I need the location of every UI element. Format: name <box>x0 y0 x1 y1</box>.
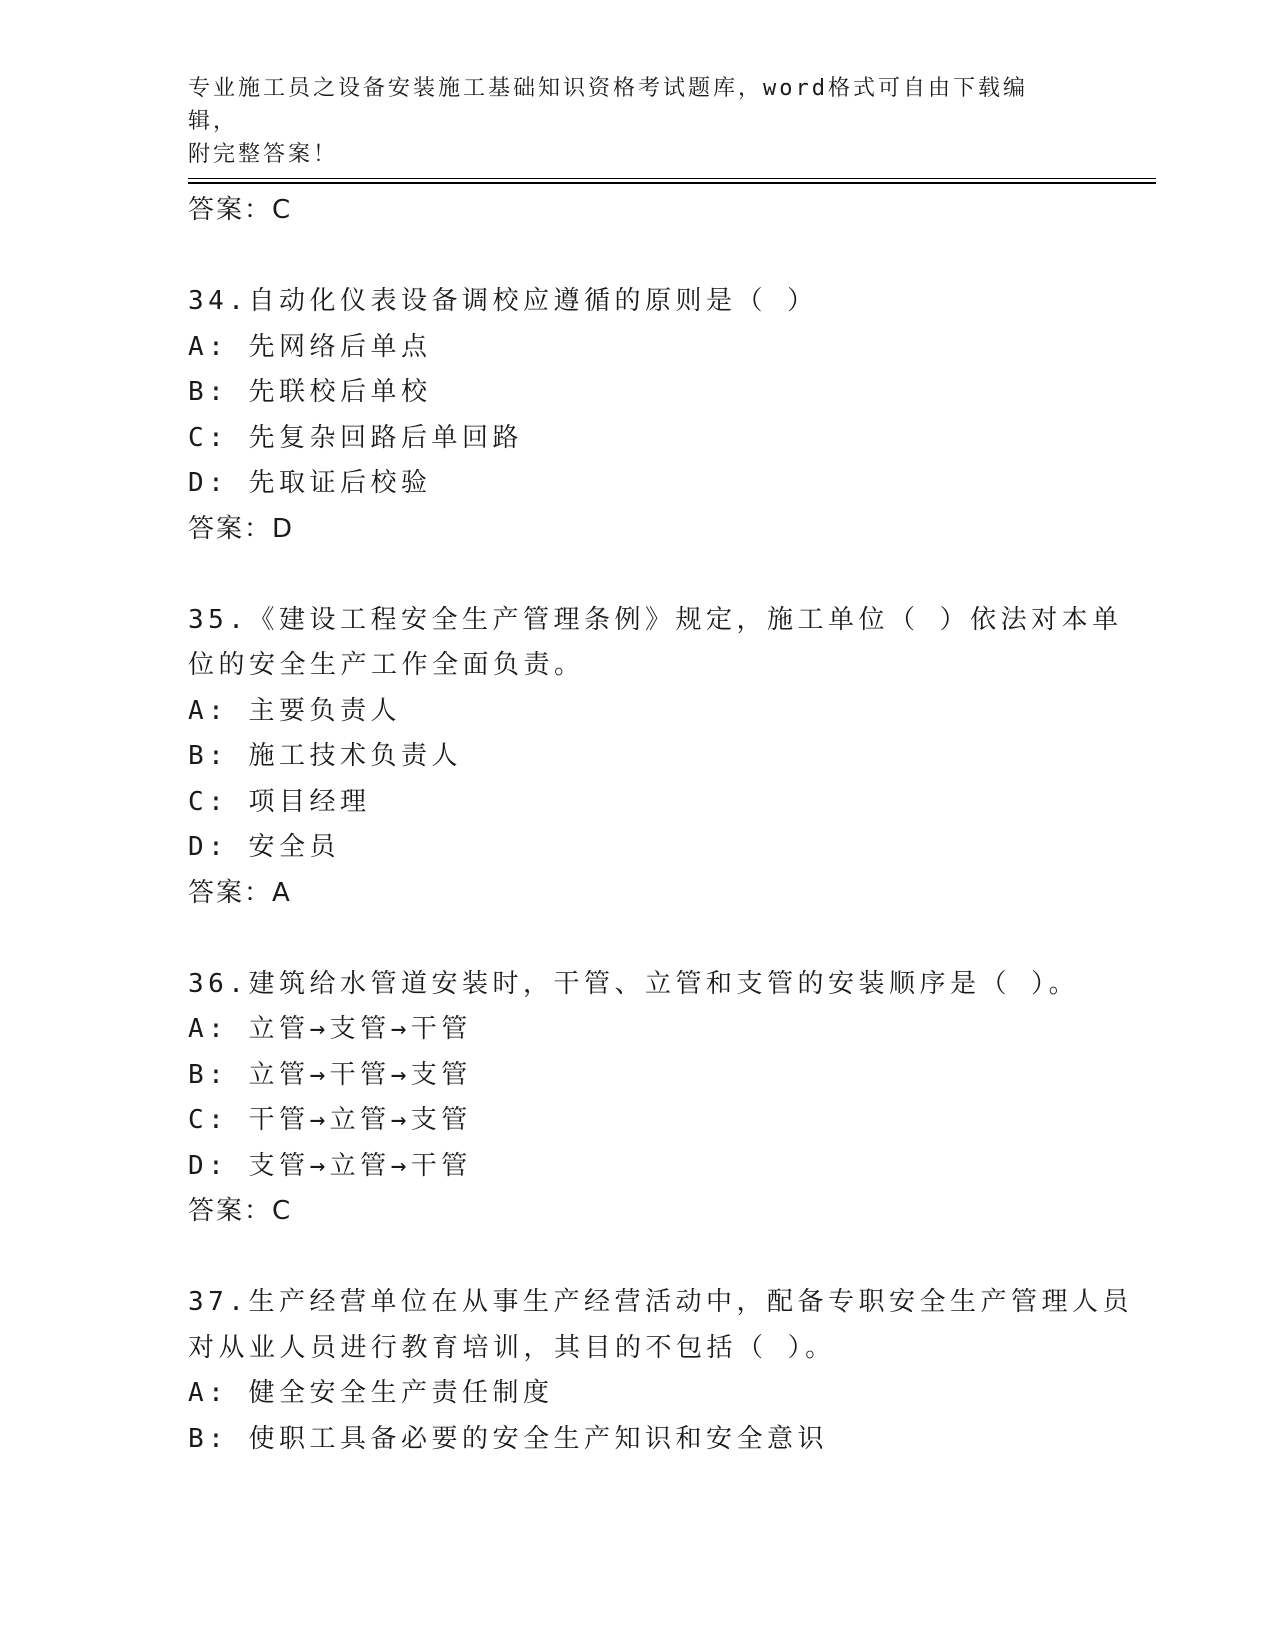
option-d: D: 安全员 <box>188 832 340 862</box>
answer-line: 答案：D <box>188 513 295 544</box>
question-stem: 37.生产经营单位在从事生产经营活动中，配备专职安全生产管理人员 <box>188 1287 1133 1317</box>
header-line-2: 附完整答案！ <box>188 142 339 167</box>
page-header <box>188 72 1068 171</box>
question-34 <box>188 279 1108 552</box>
option-a: A: 先网络后单点 <box>188 331 432 362</box>
question-35 <box>188 598 1123 917</box>
answer-line: 答案：C <box>188 195 293 225</box>
header-divider <box>188 178 1156 184</box>
option-b: B: 先联校后单校 <box>188 377 432 407</box>
option-c: C: 项目经理 <box>188 786 371 817</box>
spacer <box>188 916 1108 962</box>
question-stem-continued: 对从业人员进行教育培训，其目的不包括（ ）。 <box>188 1332 836 1363</box>
option-b: B: 立管→干管→支管 <box>188 1059 472 1090</box>
option-a: A: 健全安全生产责任制度 <box>188 1378 554 1408</box>
question-36 <box>188 962 1108 1235</box>
option-a: A: 主要负责人 <box>188 695 401 726</box>
option-d: D: 支管→立管→干管 <box>188 1150 472 1181</box>
answer-line: 答案：C <box>188 1196 293 1226</box>
option-d: D: 先取证后校验 <box>188 468 432 498</box>
header-line-1: 专业施工员之设备安装施工基础知识资格考试题库，word格式可自由下载编辑， <box>188 76 1028 134</box>
option-b: B: 使职工具备必要的安全生产知识和安全意识 <box>188 1423 828 1454</box>
question-stem-continued: 位的安全生产工作全面负责。 <box>188 650 585 680</box>
answer-line: 答案：A <box>188 877 292 908</box>
option-c: C: 干管→立管→支管 <box>188 1105 472 1135</box>
spacer <box>188 234 1108 280</box>
question-stem: 36.建筑给水管道安装时，干管、立管和支管的安装顺序是（ ）。 <box>188 968 1080 999</box>
option-b: B: 施工技术负责人 <box>188 741 462 771</box>
option-c: C: 先复杂回路后单回路 <box>188 422 523 453</box>
option-a: A: 立管→支管→干管 <box>188 1014 472 1044</box>
question-stem: 34.自动化仪表设备调校应遵循的原则是（ ） <box>188 286 818 316</box>
question-list <box>188 188 1133 1462</box>
spacer <box>188 552 1108 598</box>
question-stem: 35.《建设工程安全生产管理条例》规定，施工单位（ ）依法对本单 <box>188 604 1123 635</box>
spacer <box>188 1235 1108 1281</box>
question-37 <box>188 1280 1133 1462</box>
